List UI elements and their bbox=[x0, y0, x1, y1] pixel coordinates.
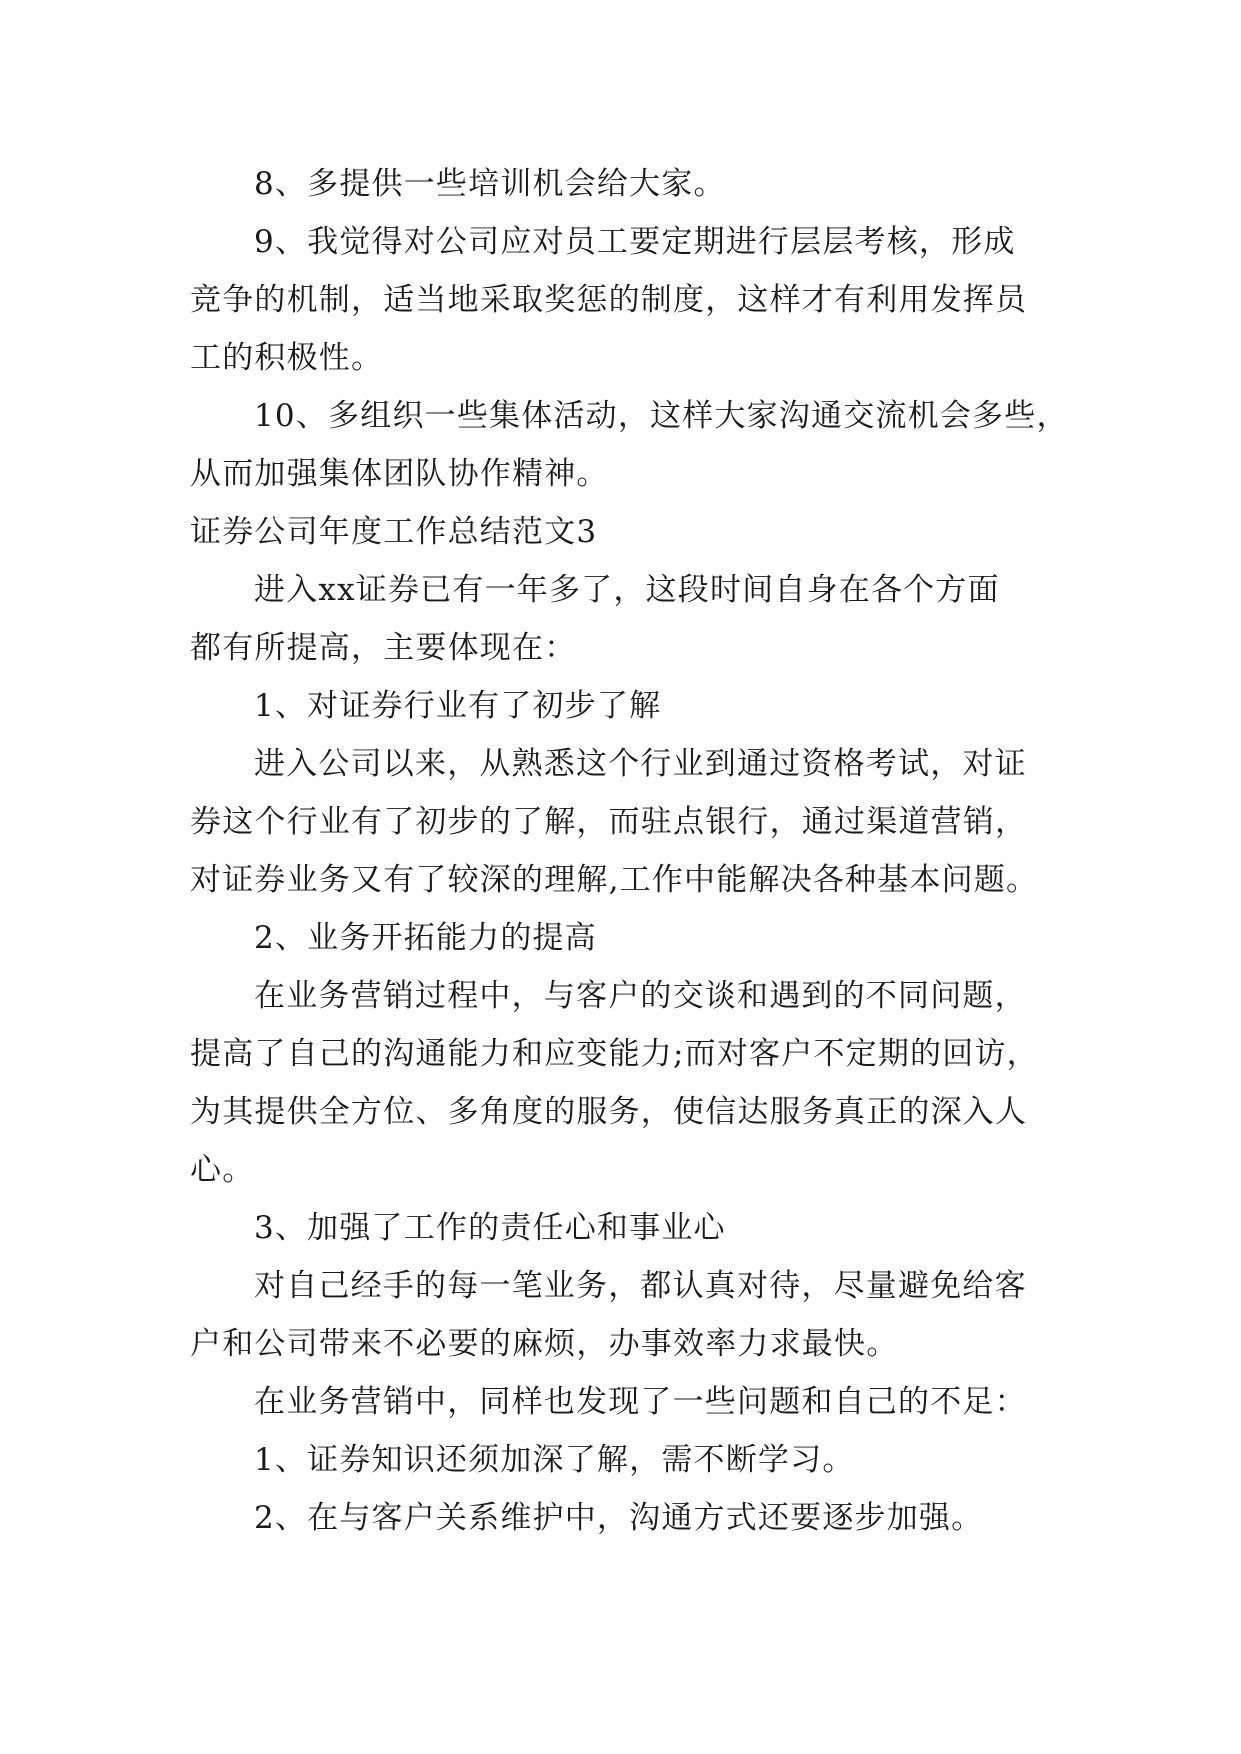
paragraph-2-line-2: 提高了自己的沟通能力和应变能力;而对客户不定期的回访， bbox=[190, 1036, 1039, 1072]
paragraph-intro-line-2: 都有所提高，主要体现在： bbox=[190, 630, 577, 666]
paragraph-4: 在业务营销中，同样也发现了一些问题和自己的不足： bbox=[254, 1384, 1027, 1420]
paragraph-1-line-2: 券这个行业有了初步的了解，而驻点银行，通过渠道营销， bbox=[190, 804, 1028, 840]
paragraph-2-line-4: 心。 bbox=[190, 1152, 255, 1188]
paragraph-1-line-1: 进入公司以来，从熟悉这个行业到通过资格考试，对证 bbox=[254, 746, 1027, 782]
list-item-shortcoming-1: 1、证券知识还须加深了解，需不断学习。 bbox=[254, 1442, 855, 1478]
paragraph-2-line-1: 在业务营销过程中，与客户的交谈和遇到的不同问题， bbox=[254, 978, 1027, 1014]
paragraph-3-line-1: 对自己经手的每一笔业务，都认真对待，尽量避免给客 bbox=[254, 1268, 1027, 1304]
section-heading: 证券公司年度工作总结范文3 bbox=[190, 514, 598, 550]
subheading-2: 2、业务开拓能力的提高 bbox=[254, 920, 597, 956]
paragraph-intro-line-1: 进入xx证券已有一年多了，这段时间自身在各个方面 bbox=[254, 572, 1000, 608]
subheading-3: 3、加强了工作的责任心和事业心 bbox=[254, 1210, 726, 1246]
paragraph-3-line-2: 户和公司带来不必要的麻烦，办事效率力求最快。 bbox=[190, 1326, 899, 1362]
list-item-8: 8、多提供一些培训机会给大家。 bbox=[254, 166, 726, 202]
list-item-9-line-2: 竞争的机制，适当地采取奖惩的制度，这样才有利用发挥员 bbox=[190, 282, 1028, 318]
list-item-9-line-3: 工的积极性。 bbox=[190, 340, 384, 376]
subheading-1: 1、对证券行业有了初步了解 bbox=[254, 688, 662, 724]
list-item-10-line-1: 10、多组织一些集体活动，这样大家沟通交流机会多些， bbox=[254, 398, 1069, 434]
list-item-10-line-2: 从而加强集体团队协作精神。 bbox=[190, 456, 609, 492]
list-item-9-line-1: 9、我觉得对公司应对员工要定期进行层层考核，形成 bbox=[254, 224, 1016, 260]
paragraph-1-line-3: 对证券业务又有了较深的理解,工作中能解决各种基本问题。 bbox=[190, 862, 1039, 898]
list-item-shortcoming-2: 2、在与客户关系维护中，沟通方式还要逐步加强。 bbox=[254, 1500, 984, 1536]
paragraph-2-line-3: 为其提供全方位、多角度的服务，使信达服务真正的深入人 bbox=[190, 1094, 1028, 1130]
